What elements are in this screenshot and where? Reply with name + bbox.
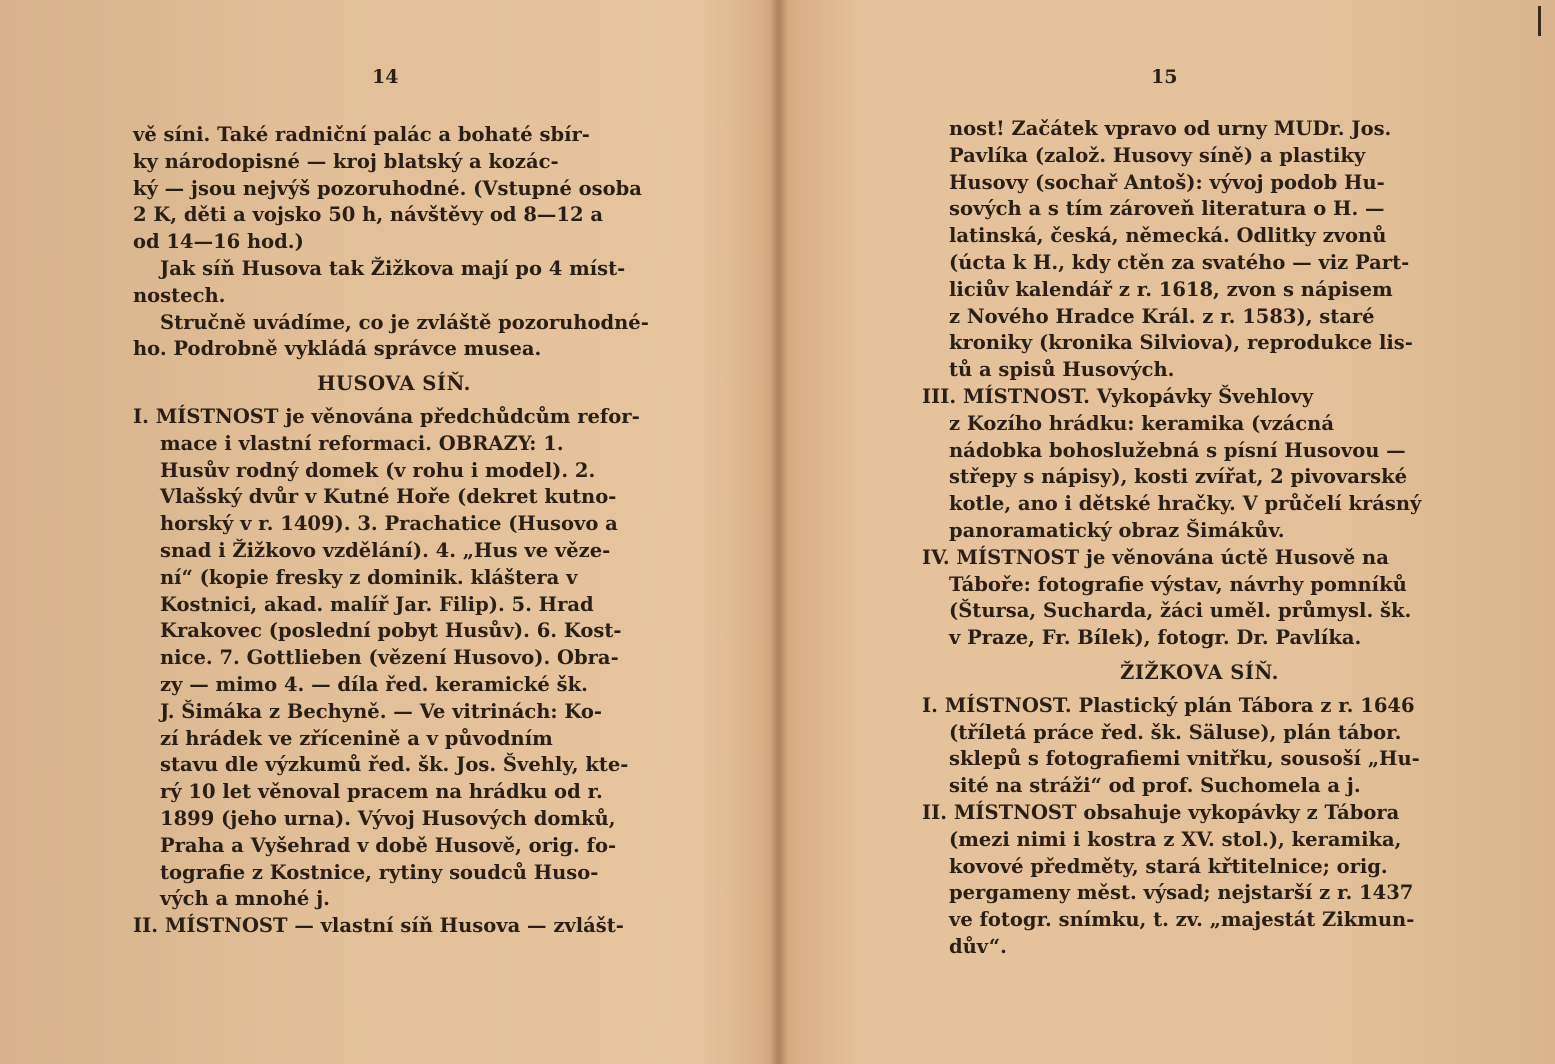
room-line: dův“. <box>949 934 1007 958</box>
text-line: kroniky (kronika Silviova), reprodukce lis- <box>949 331 1413 355</box>
room-line: Vlašský dvůr v Kutné Hoře (dekret kutno- <box>160 485 617 509</box>
room-line: I. MÍSTNOST. Plastický plán Tábora z r. 1646 <box>922 693 1415 717</box>
text-line: Husovy (sochař Antoš): vývoj podob Hu- <box>949 170 1385 194</box>
room-line: stavu dle výzkumů řed. šk. Jos. Švehly, kte- <box>160 753 629 777</box>
left-page-text <box>133 122 655 940</box>
page-number: 14 <box>372 66 399 88</box>
text-line: latinská, česká, německá. Odlitky zvonů <box>949 224 1387 248</box>
edge-mark <box>1538 6 1541 36</box>
text-line: Táboře: fotografie výstav, návrhy pomníků <box>949 572 1407 596</box>
text-line: Pavlíka (založ. Husovy síně) a plastiky <box>949 143 1366 167</box>
text-line: nostech. <box>133 283 226 307</box>
text-line: střepy s nápisy), kosti zvířat, 2 pivovarské <box>949 465 1408 489</box>
left-page <box>0 0 775 1064</box>
room-line: horský v r. 1409). 3. Prachatice (Husovo a <box>160 512 618 536</box>
room-line: nice. 7. Gottlieben (vězení Husovo). Obra- <box>160 646 619 670</box>
room-line: kovové předměty, stará křtitelnice; orig. <box>949 854 1388 878</box>
room-line: mace i vlastní reformaci. OBRAZY: 1. <box>160 431 564 455</box>
room-line: vých a mnohé j. <box>160 887 330 911</box>
room-line: pergameny měst. výsad; nejstarší z r. 1437 <box>949 881 1414 905</box>
right-page-text <box>922 116 1477 961</box>
text-line: ky národopisné — kroj blatský a kozác- <box>133 149 559 173</box>
text-line: IV. MÍSTNOST je věnována úctě Husově na <box>922 545 1389 569</box>
room-line: rý 10 let věnoval pracem na hrádku od r. <box>160 780 603 804</box>
text-line: sových a s tím zároveň literatura o H. — <box>949 197 1385 221</box>
room-line: zí hrádek ve zřícenině a v původním <box>160 726 553 750</box>
room-line: (tříletá práce řed. šk. Säluse), plán tábor. <box>949 720 1402 744</box>
room-line: snad i Žižkovo vzdělání). 4. „Hus ve věze- <box>160 538 611 562</box>
section-heading: ŽIŽKOVA SÍŇ. <box>1120 660 1279 684</box>
text-line: nádobka bohoslužebná s písní Husovou — <box>949 438 1406 462</box>
text-line: z Nového Hradce Král. z r. 1583), staré <box>949 304 1375 328</box>
room-line: Husův rodný domek (v rohu i model). 2. <box>160 458 596 482</box>
text-line: nost! Začátek vpravo od urny MUDr. Jos. <box>949 117 1392 140</box>
room-line: II. MÍSTNOST obsahuje vykopávky z Tábora <box>922 800 1400 824</box>
text-line: 2 K, děti a vojsko 50 h, návštěvy od 8—12 a <box>133 203 603 227</box>
room-line: I. MÍSTNOST je věnována předchůdcům refor- <box>133 404 640 428</box>
room-line: tografie z Kostnice, rytiny soudců Huso- <box>160 860 599 884</box>
room-line: 1899 (jeho urna). Vývoj Husových domků, <box>160 806 616 830</box>
text-line: z Kozího hrádku: keramika (vzácná <box>949 411 1334 435</box>
text-line: kotle, ano i dětské hračky. V průčelí krásný <box>949 492 1422 516</box>
text-line: vě síni. Také radniční palác a bohaté sbír- <box>133 123 590 146</box>
text-line: (úcta k H., kdy ctěn za svatého — viz Part- <box>949 250 1410 274</box>
text-line: (Štursa, Sucharda, žáci uměl. průmysl. šk. <box>949 599 1412 623</box>
room-line: sité na stráži“ od prof. Suchomela a j. <box>949 774 1361 798</box>
text-line: ký — jsou nejvýš pozoruhodné. (Vstupné osoba <box>133 176 642 200</box>
text-line: III. MÍSTNOST. Vykopávky Švehlovy <box>922 384 1314 408</box>
text-line: v Praze, Fr. Bílek), fotogr. Dr. Pavlíka. <box>949 626 1362 650</box>
text-line: panoramatický obraz Šimákův. <box>949 518 1285 542</box>
room-line: sklepů s fotografiemi vnitřku, sousoší „Hu- <box>949 747 1420 771</box>
text-line: liciův kalendář z r. 1618, zvon s nápisem <box>949 277 1393 301</box>
room-line: ní“ (kopie fresky z dominik. kláštera v <box>160 565 578 589</box>
room-line: II. MÍSTNOST — vlastní síň Husova — zvlášt- <box>133 914 624 938</box>
room-line: zy — mimo 4. — díla řed. keramické šk. <box>160 672 588 696</box>
room-line: J. Šimáka z Bechyně. — Ve vitrinách: Ko- <box>160 699 602 723</box>
text-line: od 14—16 hod.) <box>133 230 304 254</box>
room-line: Kostnici, akad. malíř Jar. Filip). 5. Hrad <box>160 592 594 616</box>
text-line: Stručně uvádíme, co je zvláště pozoruhodné- <box>160 310 649 334</box>
right-page <box>785 0 1555 1064</box>
room-line: (mezi nimi i kostra z XV. stol.), keramika, <box>949 827 1402 851</box>
text-line: ho. Podrobně vykládá správce musea. <box>133 337 542 361</box>
text-line: tů a spisů Husových. <box>949 358 1175 382</box>
room-line: Praha a Vyšehrad v době Husově, orig. fo- <box>160 833 617 857</box>
room-line: Krakovec (poslední pobyt Husův). 6. Kost- <box>160 619 622 643</box>
page-number: 15 <box>1151 66 1178 88</box>
room-line: ve fotogr. snímku, t. zv. „majestát Zikmun- <box>949 908 1415 932</box>
text-line: Jak síň Husova tak Žižkova mají po 4 míst- <box>160 256 626 280</box>
section-heading: HUSOVA SÍŇ. <box>317 372 471 396</box>
